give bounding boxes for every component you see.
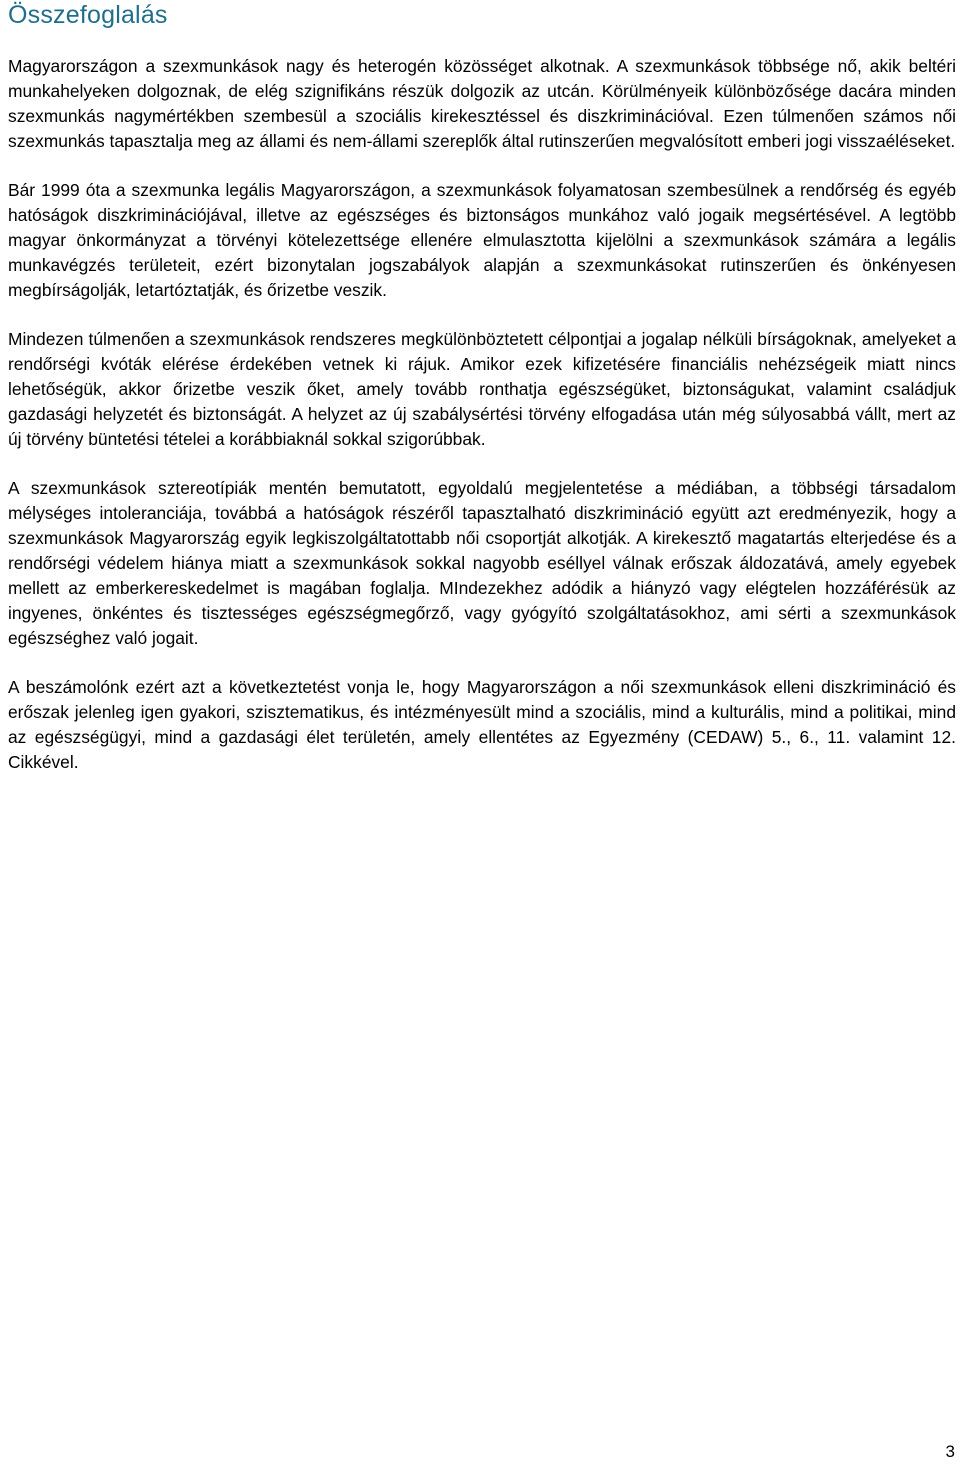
- paragraph-4: A szexmunkások sztereotípiák mentén bemutatott, egyoldalú megjelentetése a médiában, a többségi társadalom mélységes intoleranciája, továbbá a hatóságok részéről tapasztalható diszkrimináció együtt azt eredményezik, hogy a szexmunkások Magyarország egyik legkiszolgáltatottabb női csoportját alkotják. A kirekesztő magatartás elterjedése és a rendőrségi védelem hiánya miatt a szexmunkások sokkal nagyobb eséllyel válnak erőszak áldozatává, amely egyebek mellett az emberkereskedelmet is magában foglalja. MIndezekhez adódik a hiányzó vagy elégtelen hozzáférésük az ingyenes, önkéntes és tisztességes egészségmegőrző, vagy gyógyító szolgáltatásokhoz, ami sérti a szexmunkások egészséghez való jogait.: [8, 478, 956, 648]
- paragraph-5: A beszámolónk ezért azt a következtetést vonja le, hogy Magyarországon a női szexmunkások elleni diszkrimináció és erőszak jelenleg igen gyakori, szisztematikus, és intézményesült mind a szociális, mind a kulturális, mind a politikai, mind az egészségügyi, mind a gazdasági élet területén, amely ellentétes az Egyezmény (CEDAW) 5., 6., 11. valamint 12. Cikkével.: [8, 677, 956, 772]
- paragraph-3: Mindezen túlmenően a szexmunkások rendszeres megkülönböztetett célpontjai a jogalap nélküli bírságoknak, amelyeket a rendőrségi kvóták elérése érdekében vetnek ki rájuk. Amikor ezek kifizetésére financiális nehézségeik miatt nincs lehetőségük, akkor őrizetbe veszik őket, amely tovább ronthatja egészségüket, biztonságukat, valamint családjuk gazdasági helyzetét és biztonságát. A helyzet az új szabálysértési törvény elfogadása után még súlyosabbá vállt, mert az új törvény büntetési tételei a korábbiaknál sokkal szigorúbbak.: [8, 329, 956, 449]
- paragraph-1: Magyarországon a szexmunkások nagy és heterogén közösséget alkotnak. A szexmunkások többsége nő, akik beltéri munkahelyeken dolgoznak, de elég szignifikáns részük dolgozik az utcán. Körülményeik különbözősége dacára minden szexmunkás nagymértékben szembesül a szociális kirekesztéssel és diszkriminációval. Ezen túlmenően számos női szexmunkás tapasztalja meg az állami és nem-állami szereplők által rutinszerűen megvalósított emberi jogi visszaéléseket.: [8, 56, 956, 151]
- paragraph-2: Bár 1999 óta a szexmunka legális Magyarországon, a szexmunkások folyamatosan szembesülnek a rendőrség és egyéb hatóságok diszkriminációjával, illetve az egészséges és biztonságos munkához való jogaik megsértésével. A legtöbb magyar önkormányzat a törvényi kötelezettsége ellenére elmulasztotta kijelölni a szexmunkások számára a legális munkavégzés területeit, ezért bizonytalan jogszabályok alapján a szexmunkásokat rutinszerűen és önkényesen megbírságolják, letartóztatják, és őrizetbe veszik.: [8, 180, 956, 300]
- section-heading: Összefoglalás: [8, 1, 168, 29]
- document-page: [8, 0, 956, 775]
- page-number: 3: [945, 1442, 955, 1461]
